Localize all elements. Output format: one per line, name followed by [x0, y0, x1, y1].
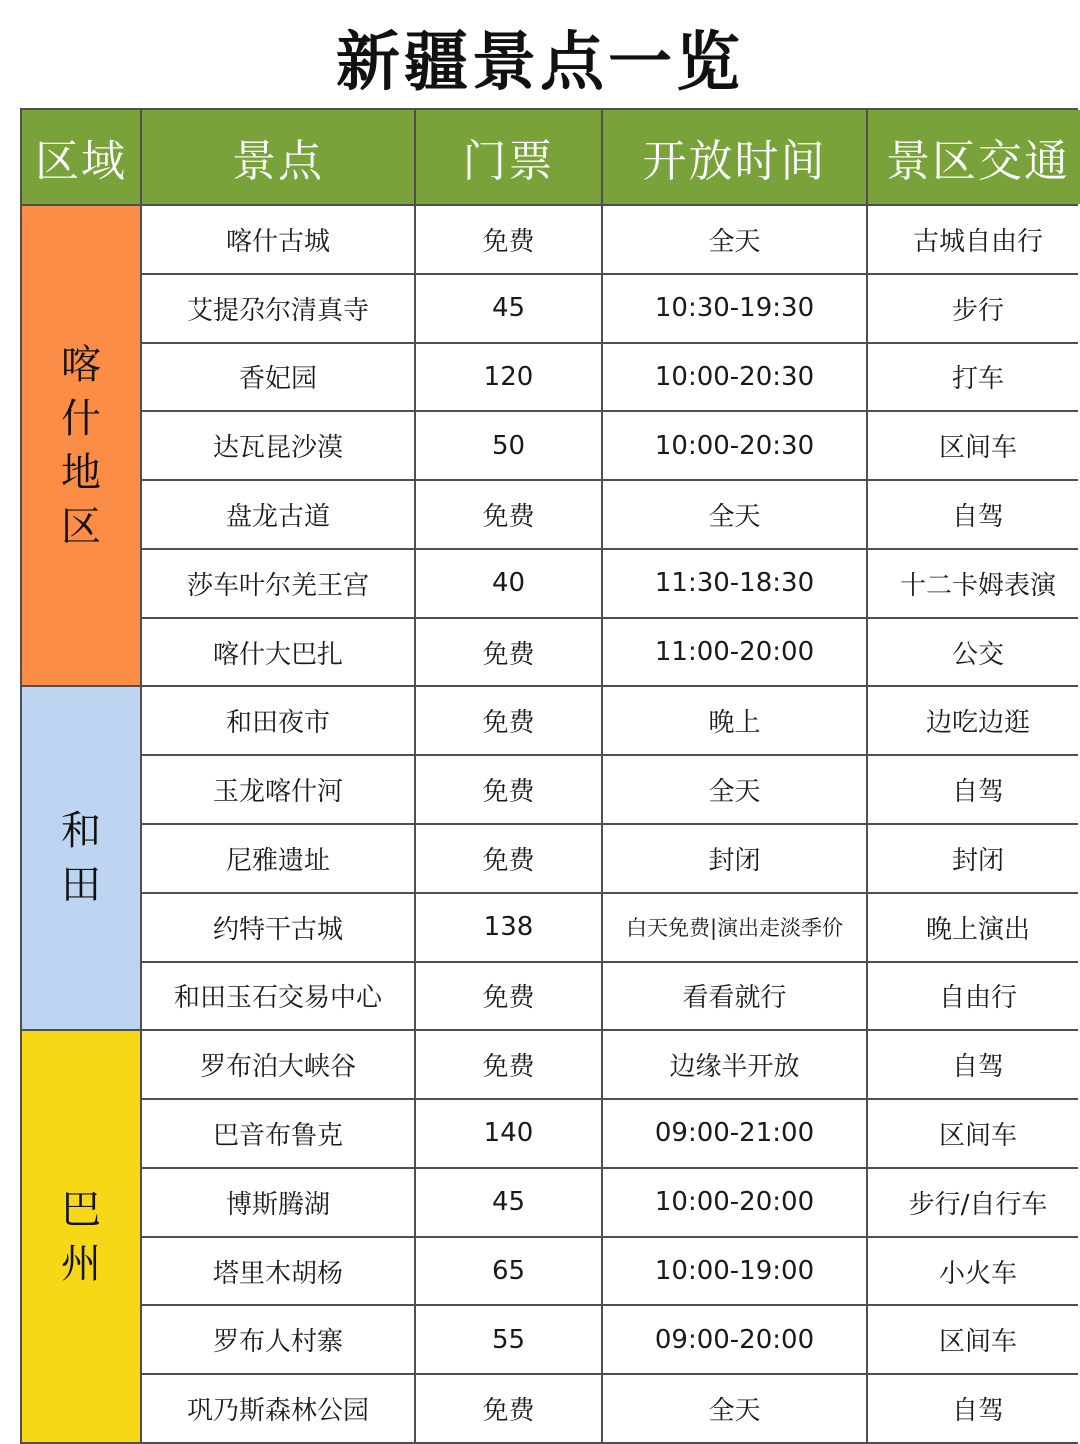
transport-cell: 区间车: [868, 412, 1080, 479]
ticket-cell: 140: [416, 1100, 601, 1167]
hours-cell: 09:00-20:00: [603, 1306, 866, 1373]
region-hotan: [22, 687, 140, 1029]
spot-cell: 喀什古城: [142, 206, 414, 273]
spot-cell: 巩乃斯森林公园: [142, 1375, 414, 1442]
hours-cell: 全天: [603, 481, 866, 548]
spot-cell: 和田玉石交易中心: [142, 963, 414, 1030]
ticket-cell: 120: [416, 344, 601, 411]
hours-cell: 10:00-20:30: [603, 344, 866, 411]
spot-cell: 达瓦昆沙漠: [142, 412, 414, 479]
transport-cell: 自驾: [868, 1031, 1080, 1098]
transport-cell: 自由行: [868, 963, 1080, 1030]
hours-cell: 全天: [603, 756, 866, 823]
hours-cell: 10:00-20:00: [603, 1169, 866, 1236]
transport-cell: 区间车: [868, 1306, 1080, 1373]
transport-cell: 自驾: [868, 481, 1080, 548]
hours-cell: 边缘半开放: [603, 1031, 866, 1098]
ticket-cell: 免费: [416, 481, 601, 548]
spot-cell: 玉龙喀什河: [142, 756, 414, 823]
spot-cell: 艾提尕尔清真寺: [142, 275, 414, 342]
hours-cell: 10:30-19:30: [603, 275, 866, 342]
spot-cell: 罗布泊大峡谷: [142, 1031, 414, 1098]
header-transport: 景区交通: [868, 110, 1080, 204]
transport-cell: 十二卡姆表演: [868, 550, 1080, 617]
transport-cell: 小火车: [868, 1238, 1080, 1305]
spot-cell: 尼雅遗址: [142, 825, 414, 892]
transport-cell: 古城自由行: [868, 206, 1080, 273]
spot-cell: 盘龙古道: [142, 481, 414, 548]
transport-cell: 打车: [868, 344, 1080, 411]
hours-cell: 11:00-20:00: [603, 619, 866, 686]
ticket-cell: 免费: [416, 1375, 601, 1442]
ticket-cell: 45: [416, 1169, 601, 1236]
ticket-cell: 免费: [416, 206, 601, 273]
ticket-cell: 免费: [416, 687, 601, 754]
spot-cell: 香妃园: [142, 344, 414, 411]
region-kashgar: [22, 206, 140, 685]
header-ticket: 门票: [416, 110, 601, 204]
spot-cell: 博斯腾湖: [142, 1169, 414, 1236]
spot-cell: 莎车叶尔羌王宫: [142, 550, 414, 617]
transport-cell: 区间车: [868, 1100, 1080, 1167]
transport-cell: 步行: [868, 275, 1080, 342]
ticket-cell: 免费: [416, 756, 601, 823]
spot-cell: 罗布人村寨: [142, 1306, 414, 1373]
ticket-cell: 55: [416, 1306, 601, 1373]
transport-cell: 自驾: [868, 1375, 1080, 1442]
ticket-cell: 免费: [416, 963, 601, 1030]
transport-cell: 晚上演出: [868, 894, 1080, 961]
ticket-cell: 免费: [416, 1031, 601, 1098]
transport-cell: 封闭: [868, 825, 1080, 892]
hours-cell: 09:00-21:00: [603, 1100, 866, 1167]
transport-cell: 步行/自行车: [868, 1169, 1080, 1236]
spot-cell: 巴音布鲁克: [142, 1100, 414, 1167]
hours-cell: 全天: [603, 206, 866, 273]
region-bayingolin: [22, 1031, 140, 1442]
spot-cell: 约特干古城: [142, 894, 414, 961]
header-spot: 景点: [142, 110, 414, 204]
ticket-cell: 138: [416, 894, 601, 961]
hours-cell: 10:00-20:30: [603, 412, 866, 479]
transport-cell: 边吃边逛: [868, 687, 1080, 754]
hours-cell: 封闭: [603, 825, 866, 892]
header-hours: 开放时间: [603, 110, 866, 204]
ticket-cell: 65: [416, 1238, 601, 1305]
hours-cell: 11:30-18:30: [603, 550, 866, 617]
attractions-table: [20, 108, 1078, 1444]
header-region: 区域: [22, 110, 140, 204]
hours-cell: 晚上: [603, 687, 866, 754]
region-label: 巴州: [61, 1186, 101, 1287]
hours-cell: 全天: [603, 1375, 866, 1442]
ticket-cell: 40: [416, 550, 601, 617]
region-label: 喀什地区: [61, 341, 101, 550]
ticket-cell: 50: [416, 412, 601, 479]
transport-cell: 自驾: [868, 756, 1080, 823]
spot-cell: 喀什大巴扎: [142, 619, 414, 686]
transport-cell: 公交: [868, 619, 1080, 686]
hours-cell: 10:00-19:00: [603, 1238, 866, 1305]
hours-cell: 看看就行: [603, 963, 866, 1030]
ticket-cell: 免费: [416, 825, 601, 892]
page-title: 新疆景点一览: [336, 26, 744, 100]
hours-cell: 白天免费|演出走淡季价: [603, 894, 866, 961]
spot-cell: 塔里木胡杨: [142, 1238, 414, 1305]
region-label: 和田: [61, 808, 101, 909]
spot-cell: 和田夜市: [142, 687, 414, 754]
ticket-cell: 45: [416, 275, 601, 342]
ticket-cell: 免费: [416, 619, 601, 686]
